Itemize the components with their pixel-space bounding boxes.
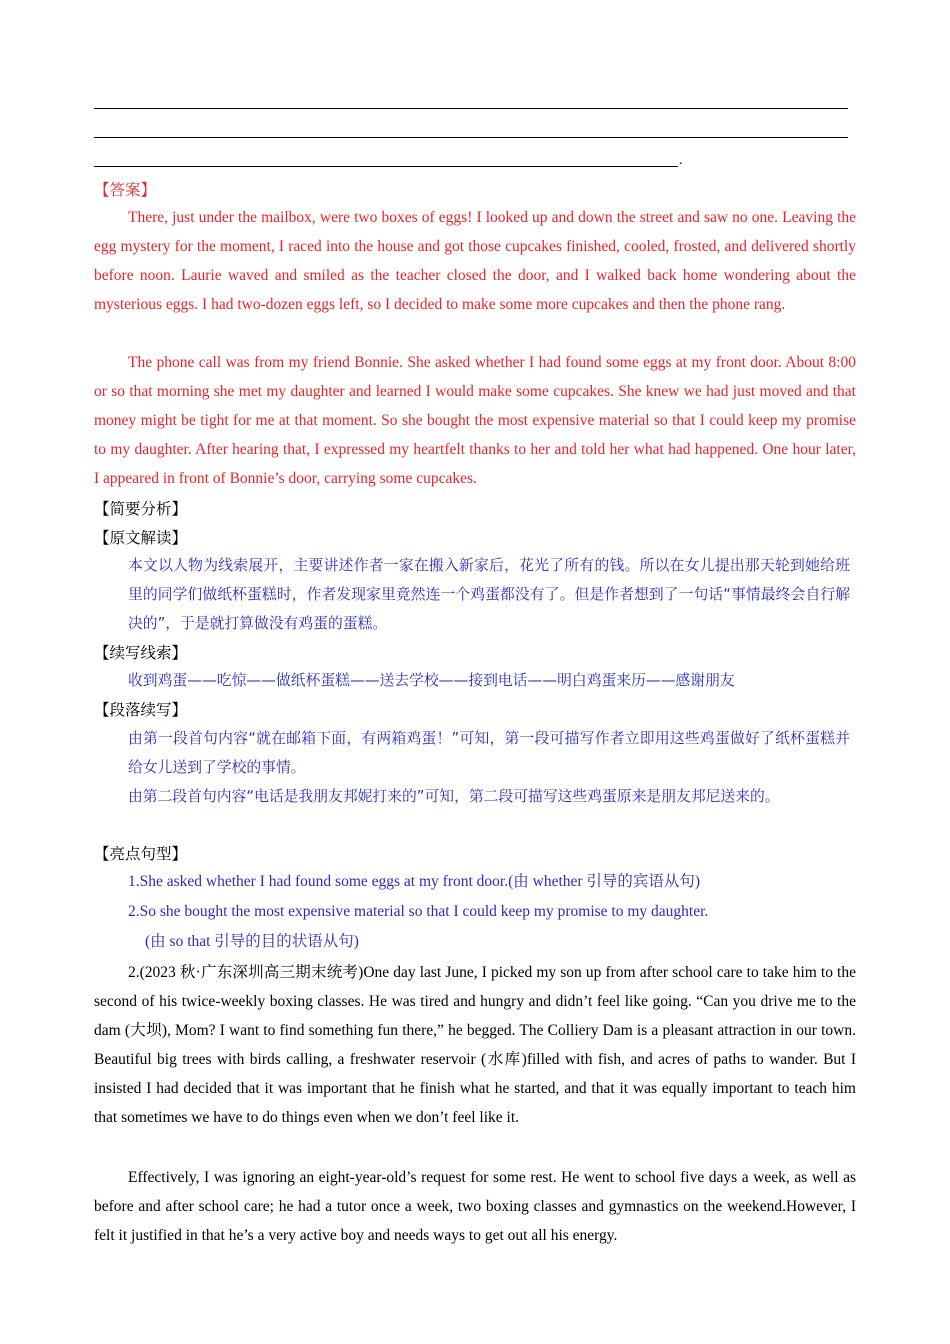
answer-paragraph-2: The phone call was from my friend Bonnie. She asked whether I had found some eggs at my front door. About 8:00 or so that morning she met my daughter and learned I would make some cupcakes. She knew we had just moved and that money might be tight for me at that moment. So she bought the most expensive material so that I could keep my promise to my daughter. After hearing that, I expressed my heartfelt thanks to her and told her what had happened. One hour later, I appeared in front of Bonnie’s door, carrying some cupcakes. [94, 354, 856, 487]
writing-line-3[interactable] [94, 166, 678, 167]
question2-paragraph-1: 2.(2023 秋·广东深圳高三期末统考)One day last June, I picked my son up from after school care to take him to the second of his twice-weekly boxing classes. He was tired and hungry and didn’t feel like going. “Can you drive me to the dam (大坝), Mom? I want to find something fun there,” he begged. The Colliery Dam is a pleasant attraction in our town. Beautiful big trees with birds calling, a freshwater reservoir (水库)filled with fish, and acres of paths to wander. But I insisted I had decided that it was important that he finish what he started, and that it was equally important to teach him that sometimes we have to do things even when we don’t feel like it. [94, 964, 856, 1126]
highlight-heading: 【亮点句型】 [94, 845, 188, 863]
clue-heading: 【续写线索】 [94, 644, 188, 662]
question2-paragraph-2: Effectively, I was ignoring an eight-year-old’s request for some rest. He went to school five days a week, as well as before and after school care; he had a tutor once a week, two boxing classes and gymnastics on the weekend.However, I felt it justified in that he’s a very active boy and needs ways to get out all his energy. [94, 1169, 856, 1244]
paragraph-heading: 【段落续写】 [94, 701, 188, 719]
highlight-sentence-2-note: (由 so that 引导的目的状语从句) [145, 933, 359, 950]
writing-line-2[interactable] [94, 137, 848, 138]
paragraph-text-2: 由第二段首句内容“电话是我朋友邦妮打来的”可知，第二段可描写这些鸡蛋原来是朋友邦尼送来的。 [128, 788, 780, 805]
highlight-sentence-1: 1.She asked whether I had found some eggs at my front door.(由 whether 引导的宾语从句) [128, 873, 701, 890]
writing-line-period: . [679, 153, 683, 168]
reading-text: 本文以人物为线索展开，主要讲述作者一家在搬入新家后，花光了所有的钱。所以在女儿提出那天轮到她给班里的同学们做纸杯蛋糕时，作者发现家里竟然连一个鸡蛋都没有了。但是作者想到了一句话“事情最终会自行解决的”，于是就打算做没有鸡蛋的蛋糕。 [128, 557, 850, 632]
highlight-sentence-2: 2.So she bought the most expensive material so that I could keep my promise to my daughter. [128, 903, 709, 920]
answer-paragraph-1: There, just under the mailbox, were two boxes of eggs! I looked up and down the street and saw no one. Leaving the egg mystery for the moment, I raced into the house and got those cupcakes finished, cooled, frosted, and delivered shortly before noon. Laurie waved and smiled as the teacher closed the door, and I walked back home wondering about the mysterious eggs. I had two-dozen eggs left, so I decided to make some more cupcakes and then the phone rang. [94, 209, 856, 313]
answer-heading: 【答案】 [94, 181, 157, 199]
writing-line-1[interactable] [94, 108, 848, 109]
paragraph-text-1: 由第一段首句内容“就在邮箱下面，有两箱鸡蛋！”可知，第一段可描写作者立即用这些鸡蛋做好了纸杯蛋糕并给女儿送到了学校的事情。 [128, 730, 850, 776]
analysis-heading: 【简要分析】 [94, 500, 188, 518]
reading-heading: 【原文解读】 [94, 529, 188, 547]
clue-text: 收到鸡蛋——吃惊——做纸杯蛋糕——送去学校——接到电话——明白鸡蛋来历——感谢朋友 [128, 672, 735, 689]
